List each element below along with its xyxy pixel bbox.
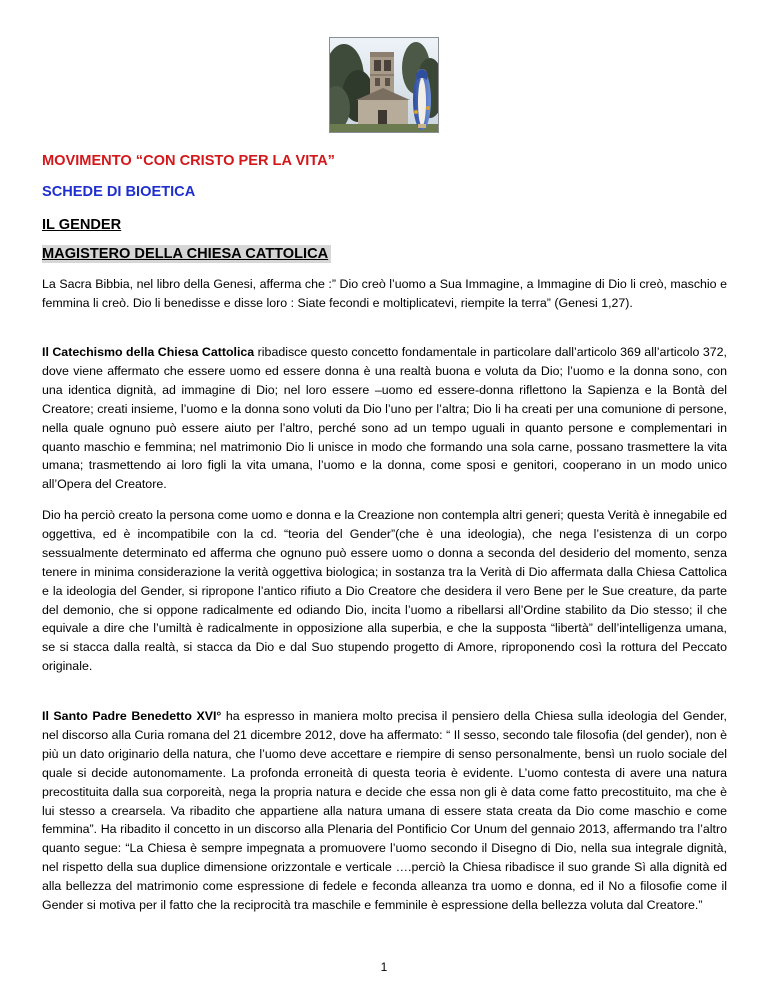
paragraph-benedict — [42, 707, 727, 915]
paragraph-catechism — [42, 343, 727, 494]
movement-title: MOVIMENTO “CON CRISTO PER LA VITA” — [42, 153, 335, 169]
paragraph-lead: Il Santo Padre Benedetto XVI° — [42, 709, 222, 723]
paragraph-text: Dio ha perciò creato la persona come uomo e donna e la Creazione non contempla altri generi; questa Verità è innegabile ed oggettiva, ed è incompatibile con la cd. “teoria del Gender”(che è una ideologia), che nega l’esistenza di un corpo sessualmente determinato ed afferma che ognuno può essere uomo o donna a seconda del desiderio del momento, senza tenere in minima considerazione la verità oggettiva biologica; in sostanza tra la Verità di Dio affermata dalla Chiesa Cattolica e la ideologia del Gender, si ripropone l’antico rifiuto a Dio Creatore che desidera il vero Bene per le Sue creature, da parte del demonio, che si oppone radicalmente ed odiando Dio, incita l’uomo a ribellarsi all’Ordine stabilito da Dio stesso; il che equivale a dire che l’umiltà è radicalmente in opposizione alla superbia, e che la supposta “libertà” dell’intelligenza umana, se si stacca dalla realtà, si stacca da Dio e dal Suo stupendo progetto di Amore, riproponendo così la rottura del Peccato originale. — [42, 508, 727, 674]
page-number: 1 — [380, 960, 388, 974]
section-title: SCHEDE DI BIOETICA — [42, 184, 196, 200]
subtopic-title: MAGISTERO DELLA CHIESA CATTOLICA — [42, 245, 331, 263]
paragraph-text: La Sacra Bibbia, nel libro della Genesi, afferma che :” Dio creò l’uomo a Sua Immagine, a Immagine di Dio li creò, maschio e femmina li creò. Dio li benedisse e disse loro : Siate fecondi e moltiplicatevi, riempite la terra” (Genesi 1,27). — [42, 277, 727, 310]
paragraph-lead: Il Catechismo della Chiesa Cattolica — [42, 345, 255, 359]
paragraph-gender-theory — [42, 506, 727, 676]
paragraph-genesis — [42, 275, 727, 313]
topic-title: IL GENDER — [42, 217, 122, 233]
church-photo-icon — [329, 37, 439, 133]
paragraph-text: ha espresso in maniera molto precisa il pensiero della Chiesa sulla ideologia del Gender, nel discorso alla Curia romana del 21 dicembre 2012, dove ha affermato: “ Il sesso, secondo tale filosofia (del gender), non è più un dato originario della natura, che l’uomo deve accettare e riempire di senso personalmente, bensì un ruolo sociale del quale si decide autonomamente. La profonda erroneità di questa teoria è evidente. L’uomo contesta di avere una natura precostituita dalla sua corporeità, nega la propria natura e decide che essa non gli è data come fatto precostituito, ma che è lui stesso a crearsela. Va ribadito che appartiene alla natura umana di essere stata creata da Dio come maschio e come femmina”. Ha ribadito il concetto in un discorso alla Plenaria del Pontificio Cor Unum del gennaio 2013, affermando tra l’altro quanto segue: “La Chiesa è sempre impegnata a promuovere l’uomo secondo il Disegno di Dio, nella sua integrale dignità, nel rispetto della sua duplice dimensione orizzontale e verticale ….perciò la Chiesa ribadisce il suo grande Sì alla dignità ed alla bellezza del matrimonio come espressione di fedele e feconda alleanza tra uomo e donna, ed il No a filosofie come il Gender si motiva per il fatto che la reciprocità tra maschile e femminile è espressione della bellezza voluta dal Creatore.” — [42, 709, 727, 913]
paragraph-text: ribadisce questo concetto fondamentale in particolare dall’articolo 369 all’articolo 372, dove viene affermato che essere uomo ed essere donna è una realtà buona e voluta da Dio; l’uomo e la donna sono, con una identica dignità, ad immagine di Dio; nel loro essere –uomo ed essere-donna riflettono la Sapienza e la Bontà del Creatore; creati insieme, l’uomo e la donna sono voluti da Dio l’uno per l’altra; Dio li ha creati per una comunione di persone, nella quale ognuno può essere aiuto per l’altro, perché sono ad un tempo uguali in quanto persone e complementari in quanto maschio e femmina; nel matrimonio Dio li unisce in modo che formando una sola carne, possano trasmettere la vita umana; trasmettendo ai loro figli la vita umana, l’uomo e la donna, come sposi e genitori, cooperano in un modo unico all’Opera del Creatore. — [42, 345, 727, 492]
